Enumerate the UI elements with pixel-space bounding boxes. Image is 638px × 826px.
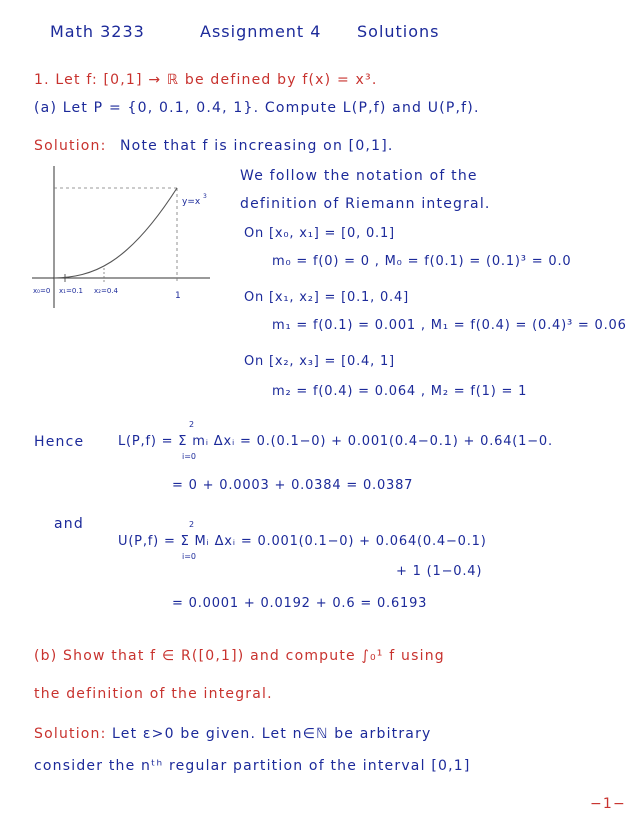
part-b-statement-2: the definition of the integral.: [34, 686, 273, 702]
tick-label-x2: x₂=0.4: [94, 287, 118, 295]
upper-sum-expression: U(P,f) = Σ Mᵢ Δxᵢ = 0.001(0.1−0) + 0.064(0.4−0.1): [118, 534, 487, 549]
solution-b-line-1: Let ε>0 be given. Let n∈ℕ be arbitrary: [112, 726, 432, 742]
interval-0: On [x₀, x₁] = [0, 0.1]: [244, 226, 395, 241]
interval-1: On [x₁, x₂] = [0.1, 0.4]: [244, 290, 409, 305]
hence-label: Hence: [34, 434, 85, 450]
problem-1-statement: 1. Let f: [0,1] → ℝ be defined by f(x) = x³.: [34, 72, 378, 88]
and-label: and: [54, 516, 84, 532]
cube-curve: [54, 188, 177, 278]
course-title: Math 3233: [50, 22, 145, 41]
follow-line-2: definition of Riemann integral.: [240, 196, 491, 212]
sum-upper-index-1: 2: [189, 420, 195, 429]
solution-note: Note that f is increasing on [0,1].: [120, 138, 394, 154]
upper-sum-continuation: + 1 (1−0.4): [396, 564, 483, 579]
solution-b-label: Solution:: [34, 726, 107, 742]
solution-b-line-2: consider the nᵗʰ regular partition of the interval [0,1]: [34, 758, 471, 774]
curve-exponent: 3: [203, 193, 207, 200]
sum-lower-index-2: i=0: [182, 552, 197, 561]
bounds-1: m₁ = f(0.1) = 0.001 , M₁ = f(0.4) = (0.4)³ = 0.06: [272, 318, 627, 333]
part-a-statement: (a) Let P = {0, 0.1, 0.4, 1}. Compute L(P,f) and U(P,f).: [34, 100, 480, 116]
solutions-title: Solutions: [357, 22, 440, 41]
page-number: −1−: [590, 796, 626, 812]
follow-line-1: We follow the notation of the: [240, 168, 478, 184]
tick-label-x0: x₀=0: [33, 287, 51, 295]
assignment-title: Assignment 4: [200, 22, 322, 41]
sum-upper-index-2: 2: [189, 520, 195, 529]
tick-label-x1: x₁=0.1: [59, 287, 83, 295]
solution-label: Solution:: [34, 138, 107, 154]
interval-2: On [x₂, x₃] = [0.4, 1]: [244, 354, 395, 369]
sum-lower-index-1: i=0: [182, 452, 197, 461]
part-b-statement-1: (b) Show that f ∈ R([0,1]) and compute ∫₀¹ f using: [34, 648, 445, 664]
lower-sum-result: = 0 + 0.0003 + 0.0384 = 0.0387: [172, 478, 414, 493]
lower-sum-expression: L(P,f) = Σ mᵢ Δxᵢ = 0.(0.1−0) + 0.001(0.4−0.1) + 0.64(1−0.: [118, 434, 553, 449]
tick-label-x3: 1: [175, 291, 181, 301]
bounds-2: m₂ = f(0.4) = 0.064 , M₂ = f(1) = 1: [272, 384, 528, 399]
bounds-0: m₀ = f(0) = 0 , M₀ = f(0.1) = (0.1)³ = 0.0: [272, 254, 572, 269]
upper-sum-result: = 0.0001 + 0.0192 + 0.6 = 0.6193: [172, 596, 428, 611]
cube-function-graph: [32, 158, 212, 308]
curve-label: y=x: [182, 197, 201, 207]
